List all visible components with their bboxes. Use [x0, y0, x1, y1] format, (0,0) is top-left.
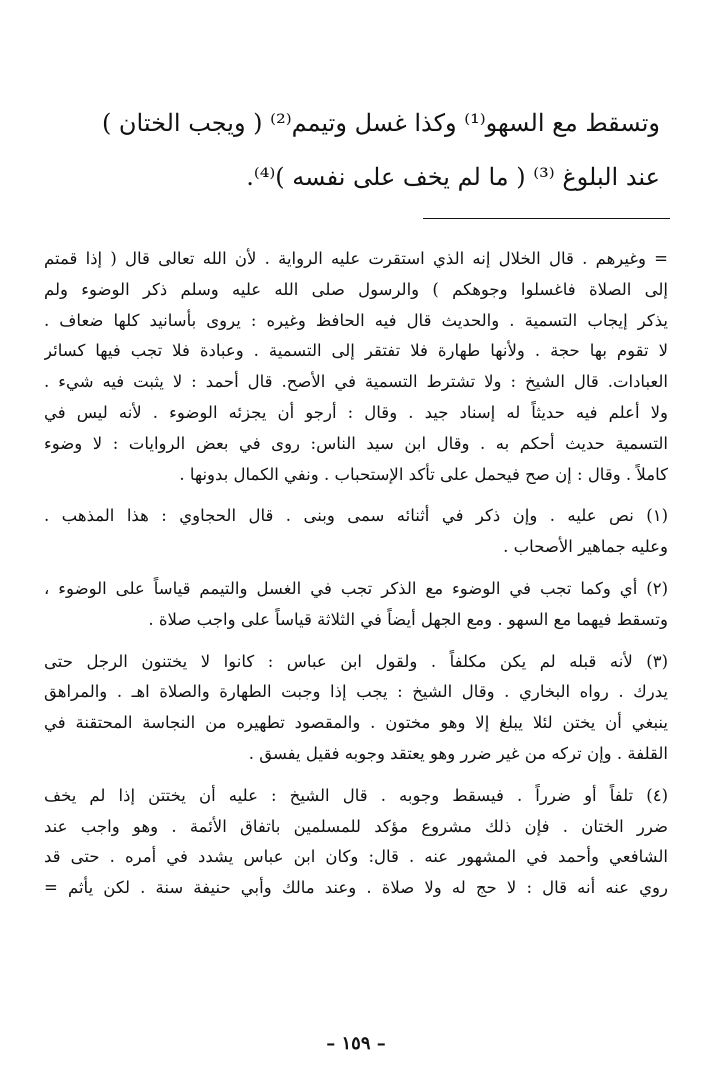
footnote-line: يذكر إيجاب التسمية . والحديث قال فيه الحافظ وغيره : يروى بأسانيد كلها ضعاف .	[44, 310, 668, 330]
main-text-line: عند البلوغ ⁽³⁾ ( ما لم يخف على نفسه )⁽⁴⁾.	[246, 163, 660, 191]
footnote-1	[44, 501, 668, 563]
footnote-line: (٣) لأنه قبله لم يكن مكلفاً . ولقول ابن عباس : كانوا لا يختنون الرجل حتى	[44, 651, 668, 671]
footnote-line: ولا أعلم فيه حديثاً له إسناد جيد . وقال : أرجو أن يجزئه الوضوء . لأنه ليس في	[44, 402, 668, 422]
main-text-line: وتسقط مع السهو⁽¹⁾ وكذا غسل وتيمم⁽²⁾ ( ويجب الختان )	[101, 109, 660, 137]
footnote-line: (٤) تلفاً أو ضرراً . فيسقط وجوبه . قال الشيخ : عليه أن يختتن إذا لم يخف	[44, 785, 668, 805]
footnote-line: روي عنه أنه قال : لا حج له ولا صلاة . وعند مالك وأبي حنيفة سنة . لكن يأثم =	[44, 878, 668, 898]
footnote-line: (٢) أي وكما تجب في الوضوء مع الذكر تجب في الغسل والتيمم قياساً على الوضوء ،	[44, 578, 668, 598]
footnote-divider	[423, 218, 670, 219]
footnote-line: التسمية حديث أحكم به . وقال ابن سيد الناس: روى في بعض الروايات : لا وضوء	[44, 433, 668, 453]
footnote-3	[44, 647, 668, 770]
footnote-line: كاملاً . وقال : إن صح فيحمل على تأكد الإستحباب . ونفي الكمال بدونها .	[179, 464, 668, 484]
footnote-line: = وغيرهم . قال الخلال إنه الذي استقرت عليه الرواية . لأن الله تعالى قال ( إذا قمتم	[44, 249, 668, 268]
footnote-line: إلى الصلاة فاغسلوا وجوهكم ) والرسول صلى الله عليه وسلم ذكر الوضوء ولم	[44, 279, 668, 299]
footnote-line: الشافعي وأحمد في المشهور عنه . قال: وكان ابن عباس يشدد في أمره . حتى قد	[44, 847, 668, 867]
footnotes	[44, 244, 668, 904]
footnote-line: ضرر الختان . فإن ذلك مشروع مؤكد للمسلمين باتفاق الأئمة . وهو واجب عند	[44, 816, 668, 836]
page-number: – ١٥٩ –	[326, 1033, 386, 1054]
footnote-line: يدرك . رواه البخاري . وقال الشيخ : يجب إذا وجبت الطهارة والصلاة اهـ . والمراهق	[44, 682, 668, 702]
footnote-4	[44, 781, 668, 904]
footnote-continuation	[44, 244, 668, 490]
footnote-line: وعليه جماهير الأصحاب .	[503, 537, 668, 557]
footnote-line: القلفة . وإن تركه من غير ضرر وهو يعتقد وجوبه فقيل يفسق .	[248, 743, 668, 763]
footnote-line: العبادات. قال الشيخ : ولا تشترط التسمية في الأصح. قال أحمد : لا يثبت فيه شيء .	[44, 372, 668, 392]
footnote-line: وتسقط فيهما مع السهو . ومع الجهل أيضاً في الثلاثة قياساً على واجب صلاة .	[148, 609, 668, 629]
footnote-line: لا تقوم بها حجة . ولأنها طهارة فلا تفتقر إلى التسمية . وعبادة فلا تجب فيها كسائر	[44, 341, 668, 361]
footnote-line: ينبغي أن يختن لئلا يبلغ إلا وهو مختون . والمقصود تطهيره من النجاسة المحتقنة في	[44, 713, 668, 733]
main-text	[96, 96, 660, 204]
footnote-line: (١) نص عليه . وإن ذكر في أثنائه سمى وبنى . قال الحجاوي : هذا المذهب .	[44, 506, 668, 526]
footnote-2	[44, 574, 668, 636]
